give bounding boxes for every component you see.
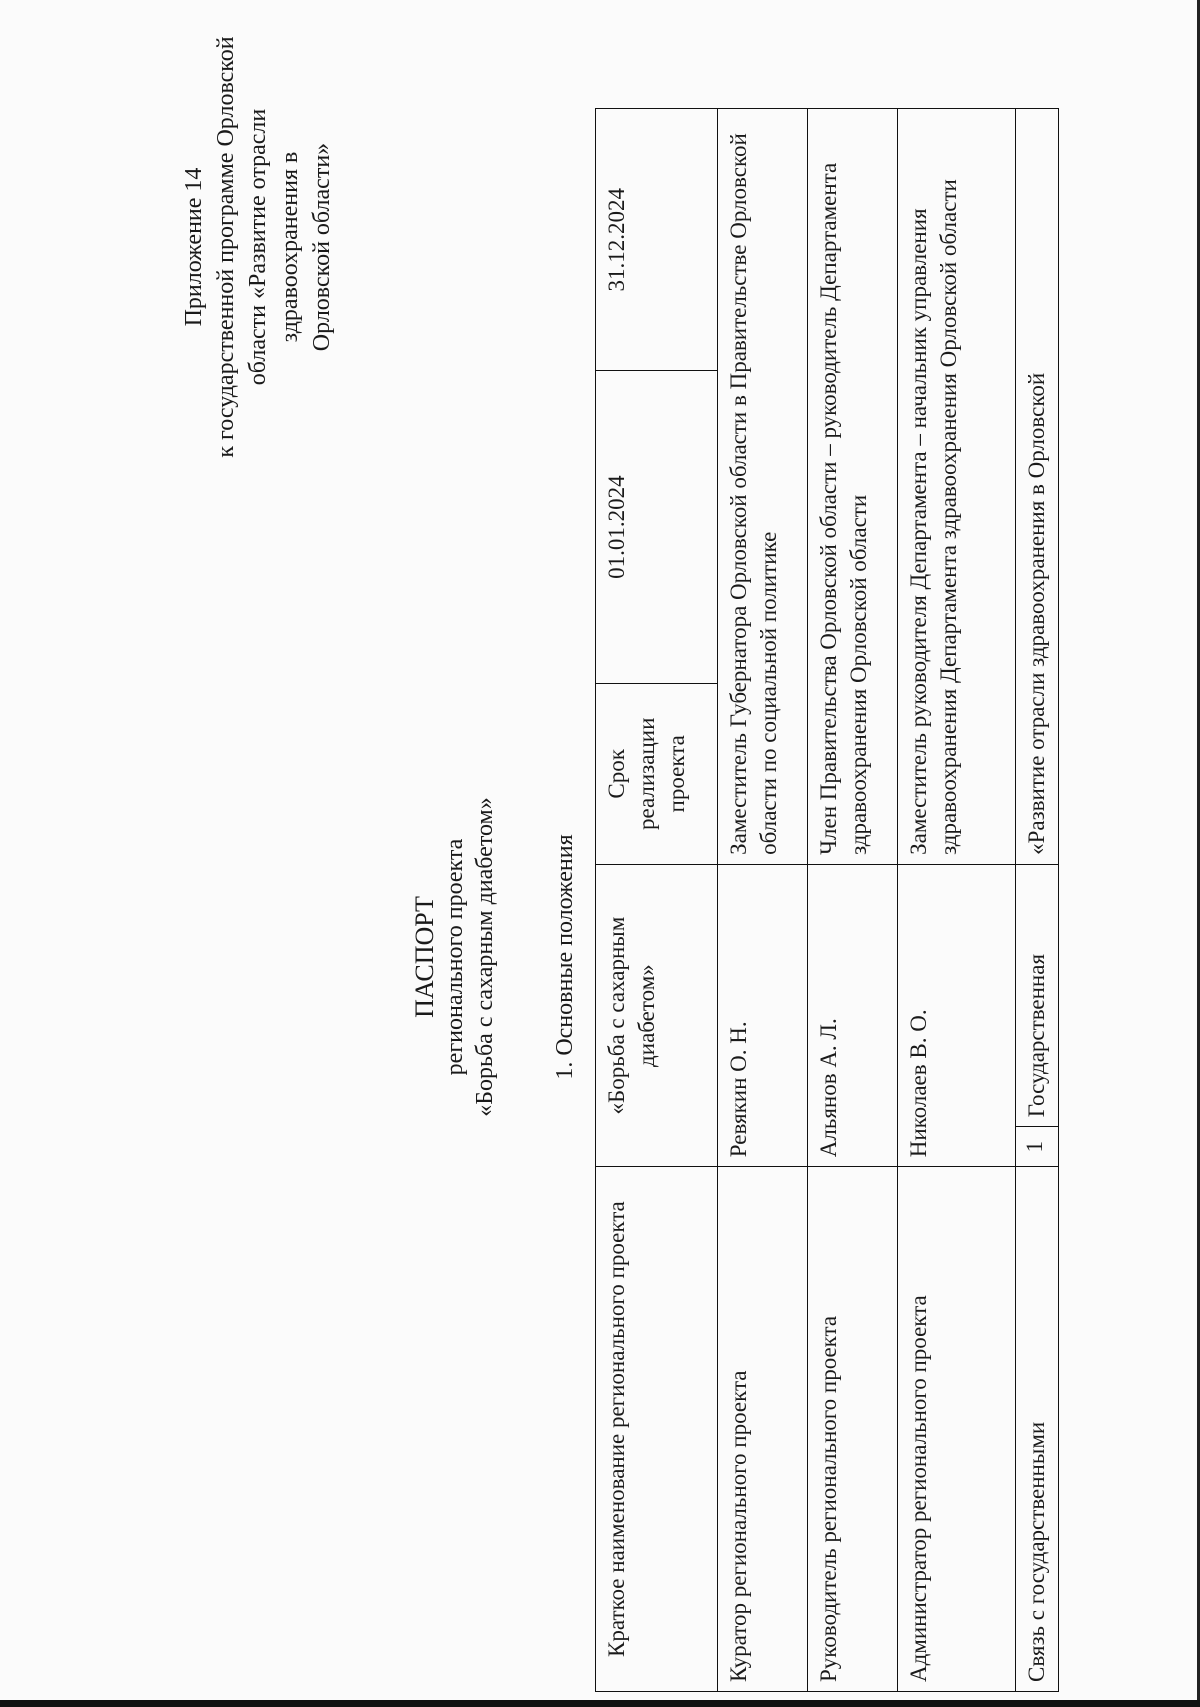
table-row	[808, 109, 898, 1692]
link-number: 1	[1016, 1127, 1059, 1167]
short-name-label: Краткое наименование регионального проекта	[596, 1167, 718, 1692]
link-type: Государственная	[1016, 864, 1059, 1126]
section-title: 1. Основные положения	[552, 834, 578, 1080]
end-date: 31.12.2024	[596, 109, 718, 371]
table-row	[1016, 109, 1059, 1692]
project-name: «Борьба с сахарным диабетом»	[472, 797, 498, 1117]
table-row	[718, 109, 808, 1692]
scan-bottom-edge	[0, 1700, 1200, 1707]
table-row	[596, 109, 718, 1692]
short-name-value: «Борьба с сахарным диабетом»	[596, 864, 718, 1166]
annex-block	[178, 27, 338, 467]
head-position: Член Правительства Орловской области – руководитель Департамента здравоохранения Орловской области	[808, 109, 898, 865]
annex-line: Орловской области»	[309, 142, 335, 352]
passport-heading	[410, 507, 500, 1407]
table-row	[898, 109, 1016, 1692]
admin-position: Заместитель руководителя Департамента – начальник управления здравоохранения Департамента здравоохранения Орловской области	[898, 109, 1016, 865]
head-name: Альянов А. Л.	[808, 864, 898, 1166]
link-value: «Развитие отрасли здравоохранения в Орловской	[1016, 109, 1059, 865]
term-label: Срок реализации проекта	[596, 683, 718, 864]
curator-name: Ревякин О. Н.	[718, 864, 808, 1166]
annex-line: области «Развитие отрасли здравоохранения в	[245, 108, 303, 386]
admin-label: Администратор регионального проекта	[898, 1167, 1016, 1692]
link-label: Связь с государственными	[1016, 1167, 1059, 1692]
start-date: 01.01.2024	[596, 371, 718, 683]
annex-number: Приложение 14	[181, 167, 207, 327]
passport-title: ПАСПОРТ	[410, 896, 439, 1018]
curator-label: Куратор регионального проекта	[718, 1167, 808, 1692]
passport-table	[595, 108, 1059, 1692]
passport-subtitle: регионального проекта	[442, 838, 468, 1076]
head-label: Руководитель регионального проекта	[808, 1167, 898, 1692]
annex-line: к государственной программе Орловской	[213, 36, 239, 458]
curator-position: Заместитель Губернатора Орловской области в Правительстве Орловской области по социальной политике	[718, 109, 808, 865]
admin-name: Николаев В. О.	[898, 864, 1016, 1166]
